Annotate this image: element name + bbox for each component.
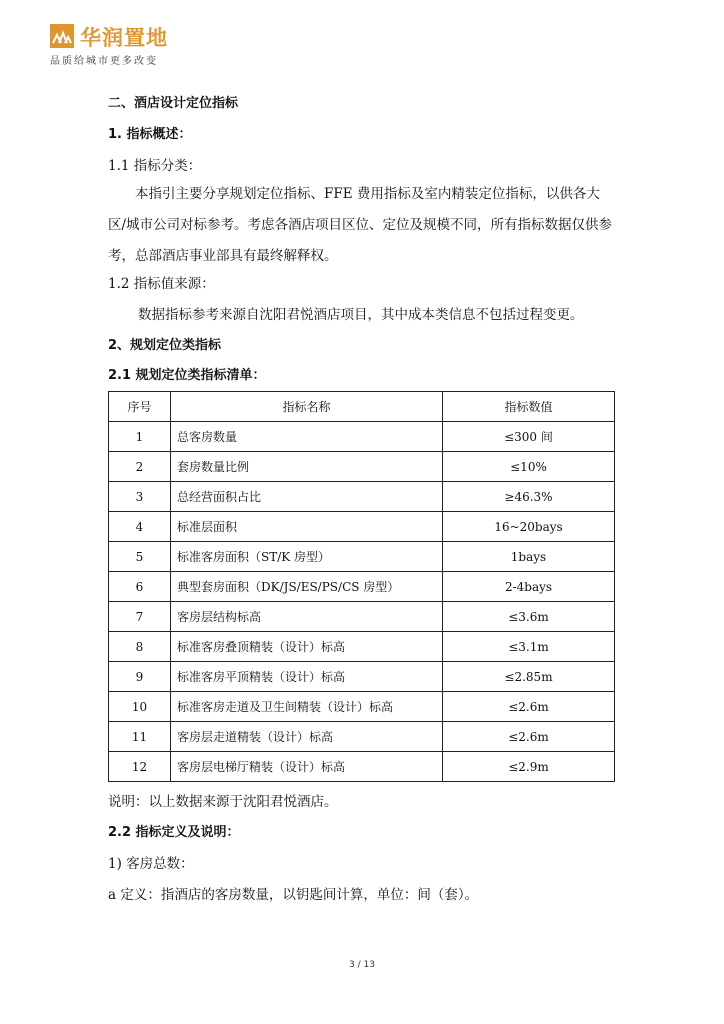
heading-2: 2、规划定位类指标 (108, 338, 222, 353)
cell-name: 客房层电梯厅精装（设计）标高 (171, 752, 443, 782)
cell-value: ≤3.1m (443, 632, 615, 662)
cell-name: 客房层走道精装（设计）标高 (171, 722, 443, 752)
table-row (109, 662, 615, 692)
cell-value: 16~20bays (443, 512, 615, 542)
cell-value: 1bays (443, 542, 615, 572)
header-name: 指标名称 (171, 392, 443, 422)
cell-name: 标准客房叠顶精装（设计）标高 (171, 632, 443, 662)
list-item-1: 1) 客房总数： (108, 856, 194, 872)
cell-name: 套房数量比例 (171, 452, 443, 482)
cell-value: ≥46.3% (443, 482, 615, 512)
cell-index: 6 (109, 572, 171, 602)
header-index: 序号 (109, 392, 171, 422)
cell-name: 典型套房面积（DK/JS/ES/PS/CS 房型） (171, 572, 443, 602)
cell-name: 标准客房面积（ST/K 房型） (171, 542, 443, 572)
table-row (109, 422, 615, 452)
cell-name: 标准客房走道及卫生间精装（设计）标高 (171, 692, 443, 722)
logo-mark-icon (50, 24, 74, 48)
cell-index: 1 (109, 422, 171, 452)
table-row (109, 602, 615, 632)
heading-2-1: 2.1 规划定位类指标清单： (108, 368, 266, 383)
table-row (109, 632, 615, 662)
company-logo (50, 20, 200, 68)
paragraph-1-1: 本指引主要分享规划定位指标、FFE 费用指标及室内精装定位指标，以供各大区/城市公司对标参考。考虑各酒店项目区位、定位及规模不同，所有指标数据仅供参考，总部酒店事业部具有最终解释权。 (108, 186, 613, 264)
heading-1-1: 1.1 指标分类： (108, 158, 202, 174)
table-row (109, 542, 615, 572)
heading-2-2: 2.2 指标定义及说明： (108, 825, 240, 840)
cell-value: ≤300 间 (443, 422, 615, 452)
cell-index: 7 (109, 602, 171, 632)
cell-name: 标准客房平顶精装（设计）标高 (171, 662, 443, 692)
table-row (109, 572, 615, 602)
cell-value: 2-4bays (443, 572, 615, 602)
page-number: 3 / 13 (349, 960, 375, 970)
table-note: 说明：以上数据来源于沈阳君悦酒店。 (108, 794, 338, 810)
cell-value: ≤3.6m (443, 602, 615, 632)
cell-index: 12 (109, 752, 171, 782)
table-row (109, 752, 615, 782)
cell-index: 3 (109, 482, 171, 512)
heading-1-2: 1.2 指标值来源： (108, 276, 215, 292)
paragraph-1-2: 数据指标参考来源自沈阳君悦酒店项目，其中成本类信息不包括过程变更。 (138, 307, 584, 323)
cell-value: ≤2.6m (443, 722, 615, 752)
list-item-a: a 定义：指酒店的客房数量，以钥匙间计算，单位：间（套）。 (108, 887, 479, 903)
cell-value: ≤2.85m (443, 662, 615, 692)
header-value: 指标数值 (443, 392, 615, 422)
table-row (109, 722, 615, 752)
company-slogan: 品质给城市更多改变 (50, 56, 158, 67)
table-row (109, 692, 615, 722)
heading-1: 1. 指标概述： (108, 127, 192, 142)
table-row (109, 482, 615, 512)
cell-index: 4 (109, 512, 171, 542)
cell-index: 5 (109, 542, 171, 572)
cell-value: ≤10% (443, 452, 615, 482)
cell-index: 8 (109, 632, 171, 662)
cell-value: ≤2.6m (443, 692, 615, 722)
indicator-table (108, 391, 615, 782)
section-heading: 二、酒店设计定位指标 (108, 96, 239, 111)
table-row (109, 512, 615, 542)
table-row (109, 452, 615, 482)
cell-index: 2 (109, 452, 171, 482)
cell-name: 总经营面积占比 (171, 482, 443, 512)
company-name: 华润置地 (80, 26, 168, 50)
cell-name: 客房层结构标高 (171, 602, 443, 632)
cell-index: 10 (109, 692, 171, 722)
cell-index: 9 (109, 662, 171, 692)
cell-index: 11 (109, 722, 171, 752)
table-header-row (109, 392, 615, 422)
cell-value: ≤2.9m (443, 752, 615, 782)
cell-name: 标准层面积 (171, 512, 443, 542)
cell-name: 总客房数量 (171, 422, 443, 452)
